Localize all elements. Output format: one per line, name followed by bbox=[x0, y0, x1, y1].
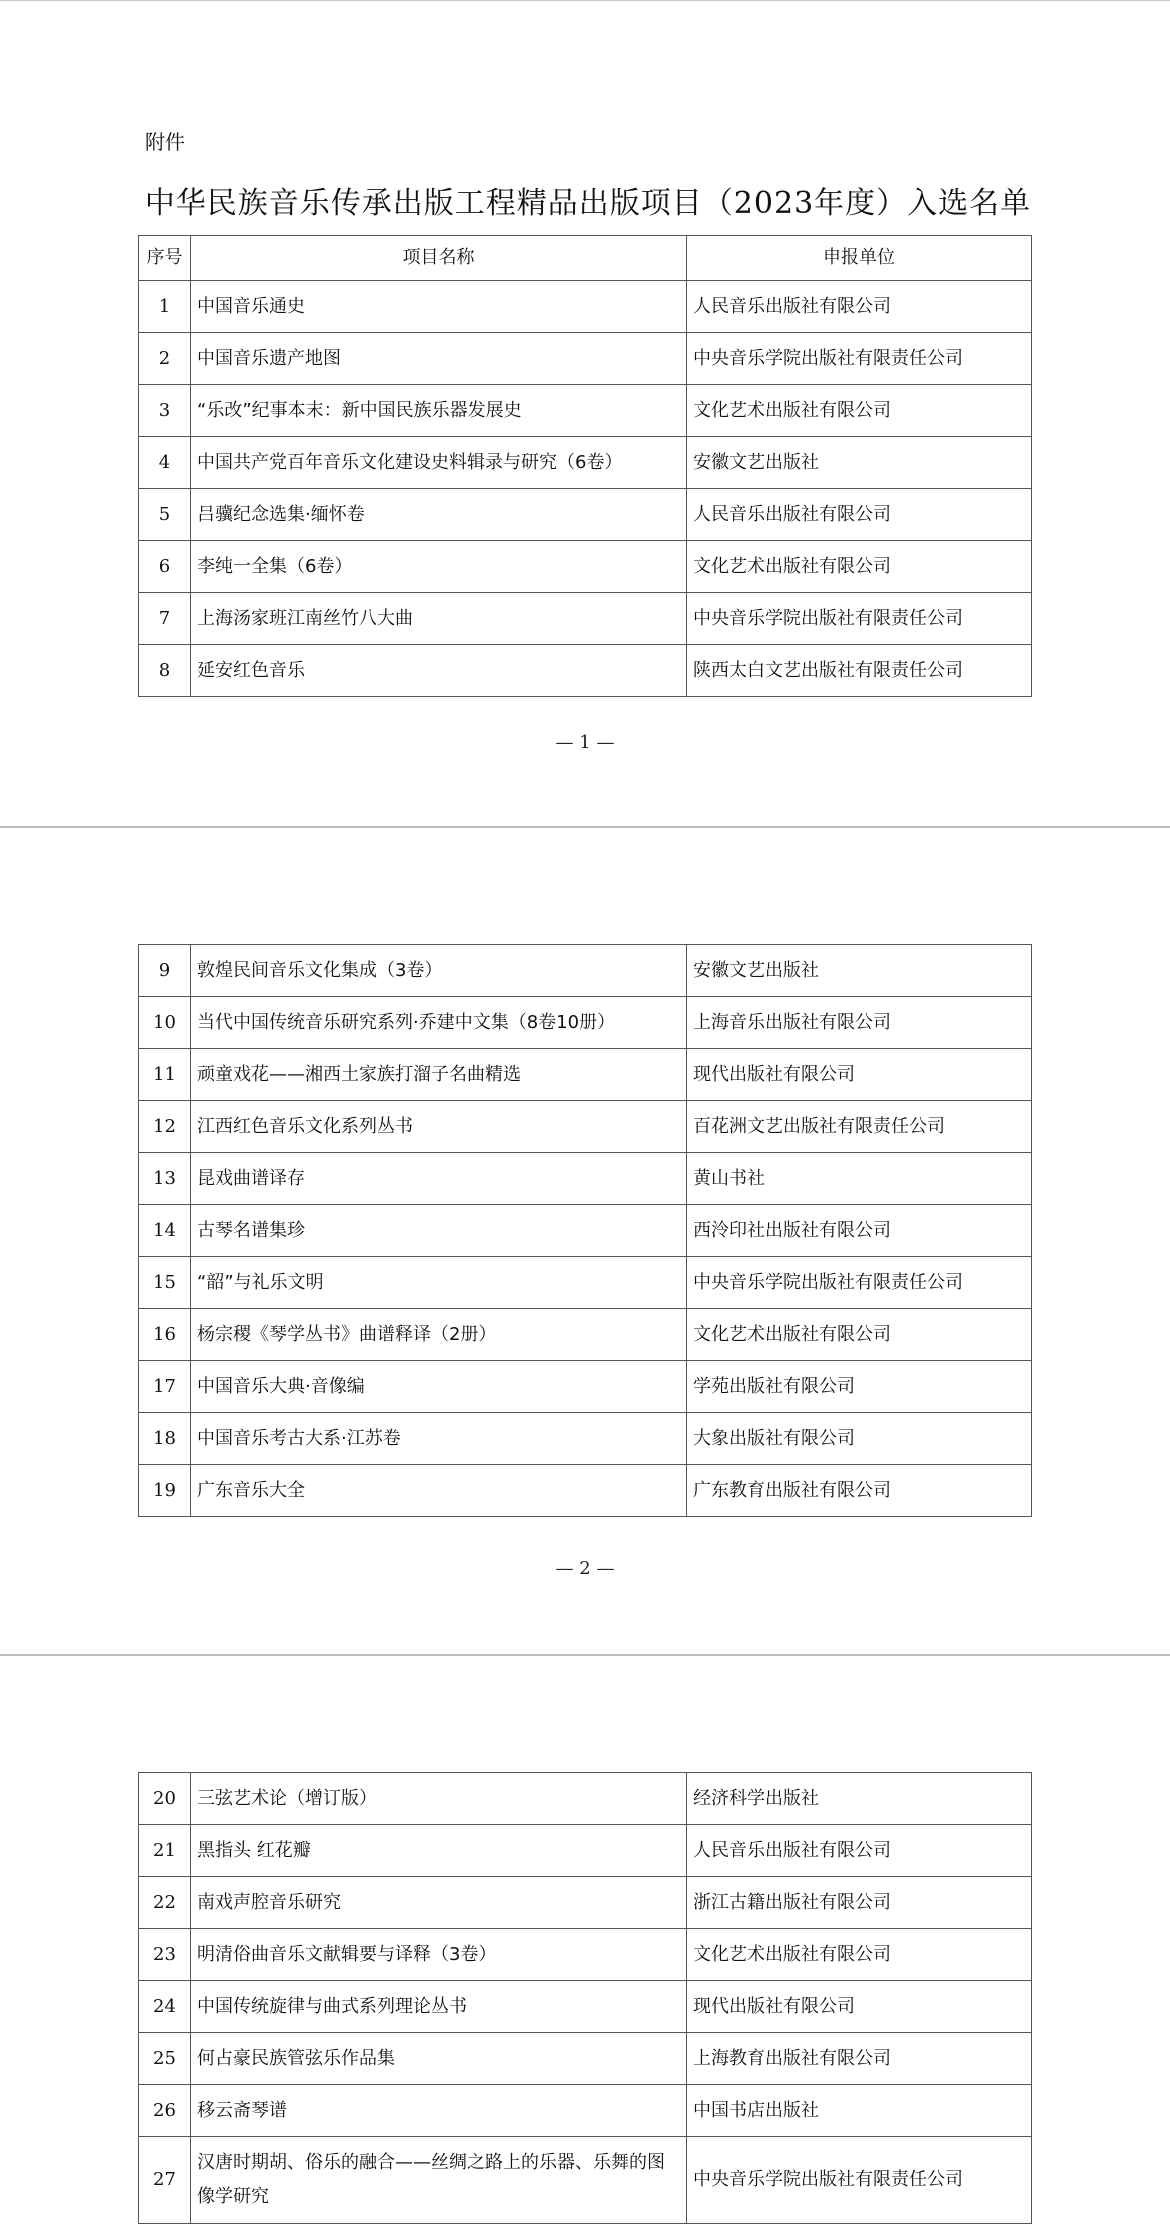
applicant-unit: 大象出版社有限公司 bbox=[687, 1413, 1032, 1465]
applicant-unit: 中央音乐学院出版社有限责任公司 bbox=[687, 593, 1032, 645]
table-row bbox=[139, 1049, 1032, 1101]
row-number: 18 bbox=[139, 1413, 191, 1465]
project-name: 中国音乐考古大系·江苏卷 bbox=[191, 1413, 687, 1465]
project-name: 吕骥纪念选集·缅怀卷 bbox=[191, 489, 687, 541]
row-number: 8 bbox=[139, 645, 191, 697]
table-row bbox=[139, 1981, 1032, 2033]
table-row bbox=[139, 333, 1032, 385]
row-number: 14 bbox=[139, 1205, 191, 1257]
table-row bbox=[139, 489, 1032, 541]
table-row bbox=[139, 2085, 1032, 2137]
header-number: 序号 bbox=[139, 236, 191, 281]
applicant-unit: 上海音乐出版社有限公司 bbox=[687, 997, 1032, 1049]
row-number: 12 bbox=[139, 1101, 191, 1153]
project-name: 当代中国传统音乐研究系列·乔建中文集（8卷10册） bbox=[191, 997, 687, 1049]
applicant-unit: 浙江古籍出版社有限公司 bbox=[687, 1877, 1032, 1929]
row-number: 19 bbox=[139, 1465, 191, 1517]
project-name: 黑指头 红花瓣 bbox=[191, 1825, 687, 1877]
applicant-unit: 人民音乐出版社有限公司 bbox=[687, 281, 1032, 333]
row-number: 26 bbox=[139, 2085, 191, 2137]
project-name: 三弦艺术论（增订版） bbox=[191, 1773, 687, 1825]
project-name: 敦煌民间音乐文化集成（3卷） bbox=[191, 945, 687, 997]
row-number: 27 bbox=[139, 2137, 191, 2224]
document-page-1 bbox=[0, 2, 1170, 826]
applicant-unit: 中央音乐学院出版社有限责任公司 bbox=[687, 333, 1032, 385]
applicant-unit: 学苑出版社有限公司 bbox=[687, 1361, 1032, 1413]
project-name: 移云斋琴谱 bbox=[191, 2085, 687, 2137]
project-name: 明清俗曲音乐文献辑要与译释（3卷） bbox=[191, 1929, 687, 1981]
table-row bbox=[139, 437, 1032, 489]
top-rule bbox=[0, 0, 1170, 1]
table-row bbox=[139, 1101, 1032, 1153]
document-title: 中华民族音乐传承出版工程精品出版项目（2023年度）入选名单 bbox=[144, 186, 1032, 221]
row-number: 6 bbox=[139, 541, 191, 593]
project-name: 中国音乐大典·音像编 bbox=[191, 1361, 687, 1413]
applicant-unit: 西泠印社出版社有限公司 bbox=[687, 1205, 1032, 1257]
applicant-unit: 陕西太白文艺出版社有限责任公司 bbox=[687, 645, 1032, 697]
applicant-unit: 经济科学出版社 bbox=[687, 1773, 1032, 1825]
applicant-unit: 中央音乐学院出版社有限责任公司 bbox=[687, 2137, 1032, 2224]
row-number: 24 bbox=[139, 1981, 191, 2033]
row-number: 3 bbox=[139, 385, 191, 437]
table-row bbox=[139, 1465, 1032, 1517]
table-row bbox=[139, 1309, 1032, 1361]
table-row bbox=[139, 1929, 1032, 1981]
project-name: 广东音乐大全 bbox=[191, 1465, 687, 1517]
project-table-page-3 bbox=[138, 1772, 1032, 2224]
applicant-unit: 广东教育出版社有限公司 bbox=[687, 1465, 1032, 1517]
applicant-unit: 中央音乐学院出版社有限责任公司 bbox=[687, 1257, 1032, 1309]
row-number: 5 bbox=[139, 489, 191, 541]
table-row bbox=[139, 1413, 1032, 1465]
table-row bbox=[139, 541, 1032, 593]
row-number: 2 bbox=[139, 333, 191, 385]
table-row bbox=[139, 2033, 1032, 2085]
applicant-unit: 文化艺术出版社有限公司 bbox=[687, 1929, 1032, 1981]
row-number: 10 bbox=[139, 997, 191, 1049]
applicant-unit: 安徽文艺出版社 bbox=[687, 437, 1032, 489]
project-name: 中国音乐通史 bbox=[191, 281, 687, 333]
applicant-unit: 现代出版社有限公司 bbox=[687, 1981, 1032, 2033]
header-applicant-unit: 申报单位 bbox=[687, 236, 1032, 281]
table-row bbox=[139, 1361, 1032, 1413]
page-number: — 1 — bbox=[555, 732, 615, 753]
applicant-unit: 文化艺术出版社有限公司 bbox=[687, 385, 1032, 437]
project-name: 上海汤家班江南丝竹八大曲 bbox=[191, 593, 687, 645]
row-number: 25 bbox=[139, 2033, 191, 2085]
row-number: 17 bbox=[139, 1361, 191, 1413]
project-name: “韶”与礼乐文明 bbox=[191, 1257, 687, 1309]
applicant-unit: 黄山书社 bbox=[687, 1153, 1032, 1205]
row-number: 4 bbox=[139, 437, 191, 489]
document-page-2 bbox=[0, 828, 1170, 1654]
row-number: 16 bbox=[139, 1309, 191, 1361]
project-name: 杨宗稷《琴学丛书》曲谱释译（2册） bbox=[191, 1309, 687, 1361]
project-name: 汉唐时期胡、俗乐的融合——丝绸之路上的乐器、乐舞的图像学研究 bbox=[191, 2137, 687, 2224]
table-row bbox=[139, 997, 1032, 1049]
project-table-page-2 bbox=[138, 944, 1032, 1517]
project-name: 古琴名谱集珍 bbox=[191, 1205, 687, 1257]
document-page-3 bbox=[0, 1656, 1170, 2228]
project-name: 何占豪民族管弦乐作品集 bbox=[191, 2033, 687, 2085]
table-header-row bbox=[139, 236, 1032, 281]
project-name: 延安红色音乐 bbox=[191, 645, 687, 697]
project-name: 中国传统旋律与曲式系列理论丛书 bbox=[191, 1981, 687, 2033]
table-row bbox=[139, 593, 1032, 645]
row-number: 9 bbox=[139, 945, 191, 997]
project-name: 南戏声腔音乐研究 bbox=[191, 1877, 687, 1929]
applicant-unit: 人民音乐出版社有限公司 bbox=[687, 489, 1032, 541]
applicant-unit: 现代出版社有限公司 bbox=[687, 1049, 1032, 1101]
table-row bbox=[139, 645, 1032, 697]
row-number: 23 bbox=[139, 1929, 191, 1981]
project-name: 昆戏曲谱译存 bbox=[191, 1153, 687, 1205]
row-number: 22 bbox=[139, 1877, 191, 1929]
applicant-unit: 上海教育出版社有限公司 bbox=[687, 2033, 1032, 2085]
row-number: 7 bbox=[139, 593, 191, 645]
table-row bbox=[139, 1773, 1032, 1825]
row-number: 15 bbox=[139, 1257, 191, 1309]
table-row bbox=[139, 1877, 1032, 1929]
row-number: 13 bbox=[139, 1153, 191, 1205]
applicant-unit: 安徽文艺出版社 bbox=[687, 945, 1032, 997]
row-number: 21 bbox=[139, 1825, 191, 1877]
table-row bbox=[139, 2137, 1032, 2224]
table-row bbox=[139, 1153, 1032, 1205]
table-row bbox=[139, 1825, 1032, 1877]
applicant-unit: 中国书店出版社 bbox=[687, 2085, 1032, 2137]
project-name: 李纯一全集（6卷） bbox=[191, 541, 687, 593]
project-name: 中国音乐遗产地图 bbox=[191, 333, 687, 385]
header-project-name: 项目名称 bbox=[191, 236, 687, 281]
attachment-label: 附件 bbox=[145, 130, 185, 154]
project-name: 顽童戏花——湘西土家族打溜子名曲精选 bbox=[191, 1049, 687, 1101]
table-row bbox=[139, 1257, 1032, 1309]
project-name: 江西红色音乐文化系列丛书 bbox=[191, 1101, 687, 1153]
project-name: “乐改”纪事本末：新中国民族乐器发展史 bbox=[191, 385, 687, 437]
project-name: 中国共产党百年音乐文化建设史料辑录与研究（6卷） bbox=[191, 437, 687, 489]
applicant-unit: 人民音乐出版社有限公司 bbox=[687, 1825, 1032, 1877]
applicant-unit: 文化艺术出版社有限公司 bbox=[687, 541, 1032, 593]
row-number: 1 bbox=[139, 281, 191, 333]
applicant-unit: 百花洲文艺出版社有限责任公司 bbox=[687, 1101, 1032, 1153]
page-number: — 2 — bbox=[555, 1558, 615, 1579]
project-table-page-1 bbox=[138, 235, 1032, 697]
table-row bbox=[139, 945, 1032, 997]
table-row bbox=[139, 385, 1032, 437]
applicant-unit: 文化艺术出版社有限公司 bbox=[687, 1309, 1032, 1361]
row-number: 11 bbox=[139, 1049, 191, 1101]
row-number: 20 bbox=[139, 1773, 191, 1825]
table-row bbox=[139, 281, 1032, 333]
table-row bbox=[139, 1205, 1032, 1257]
